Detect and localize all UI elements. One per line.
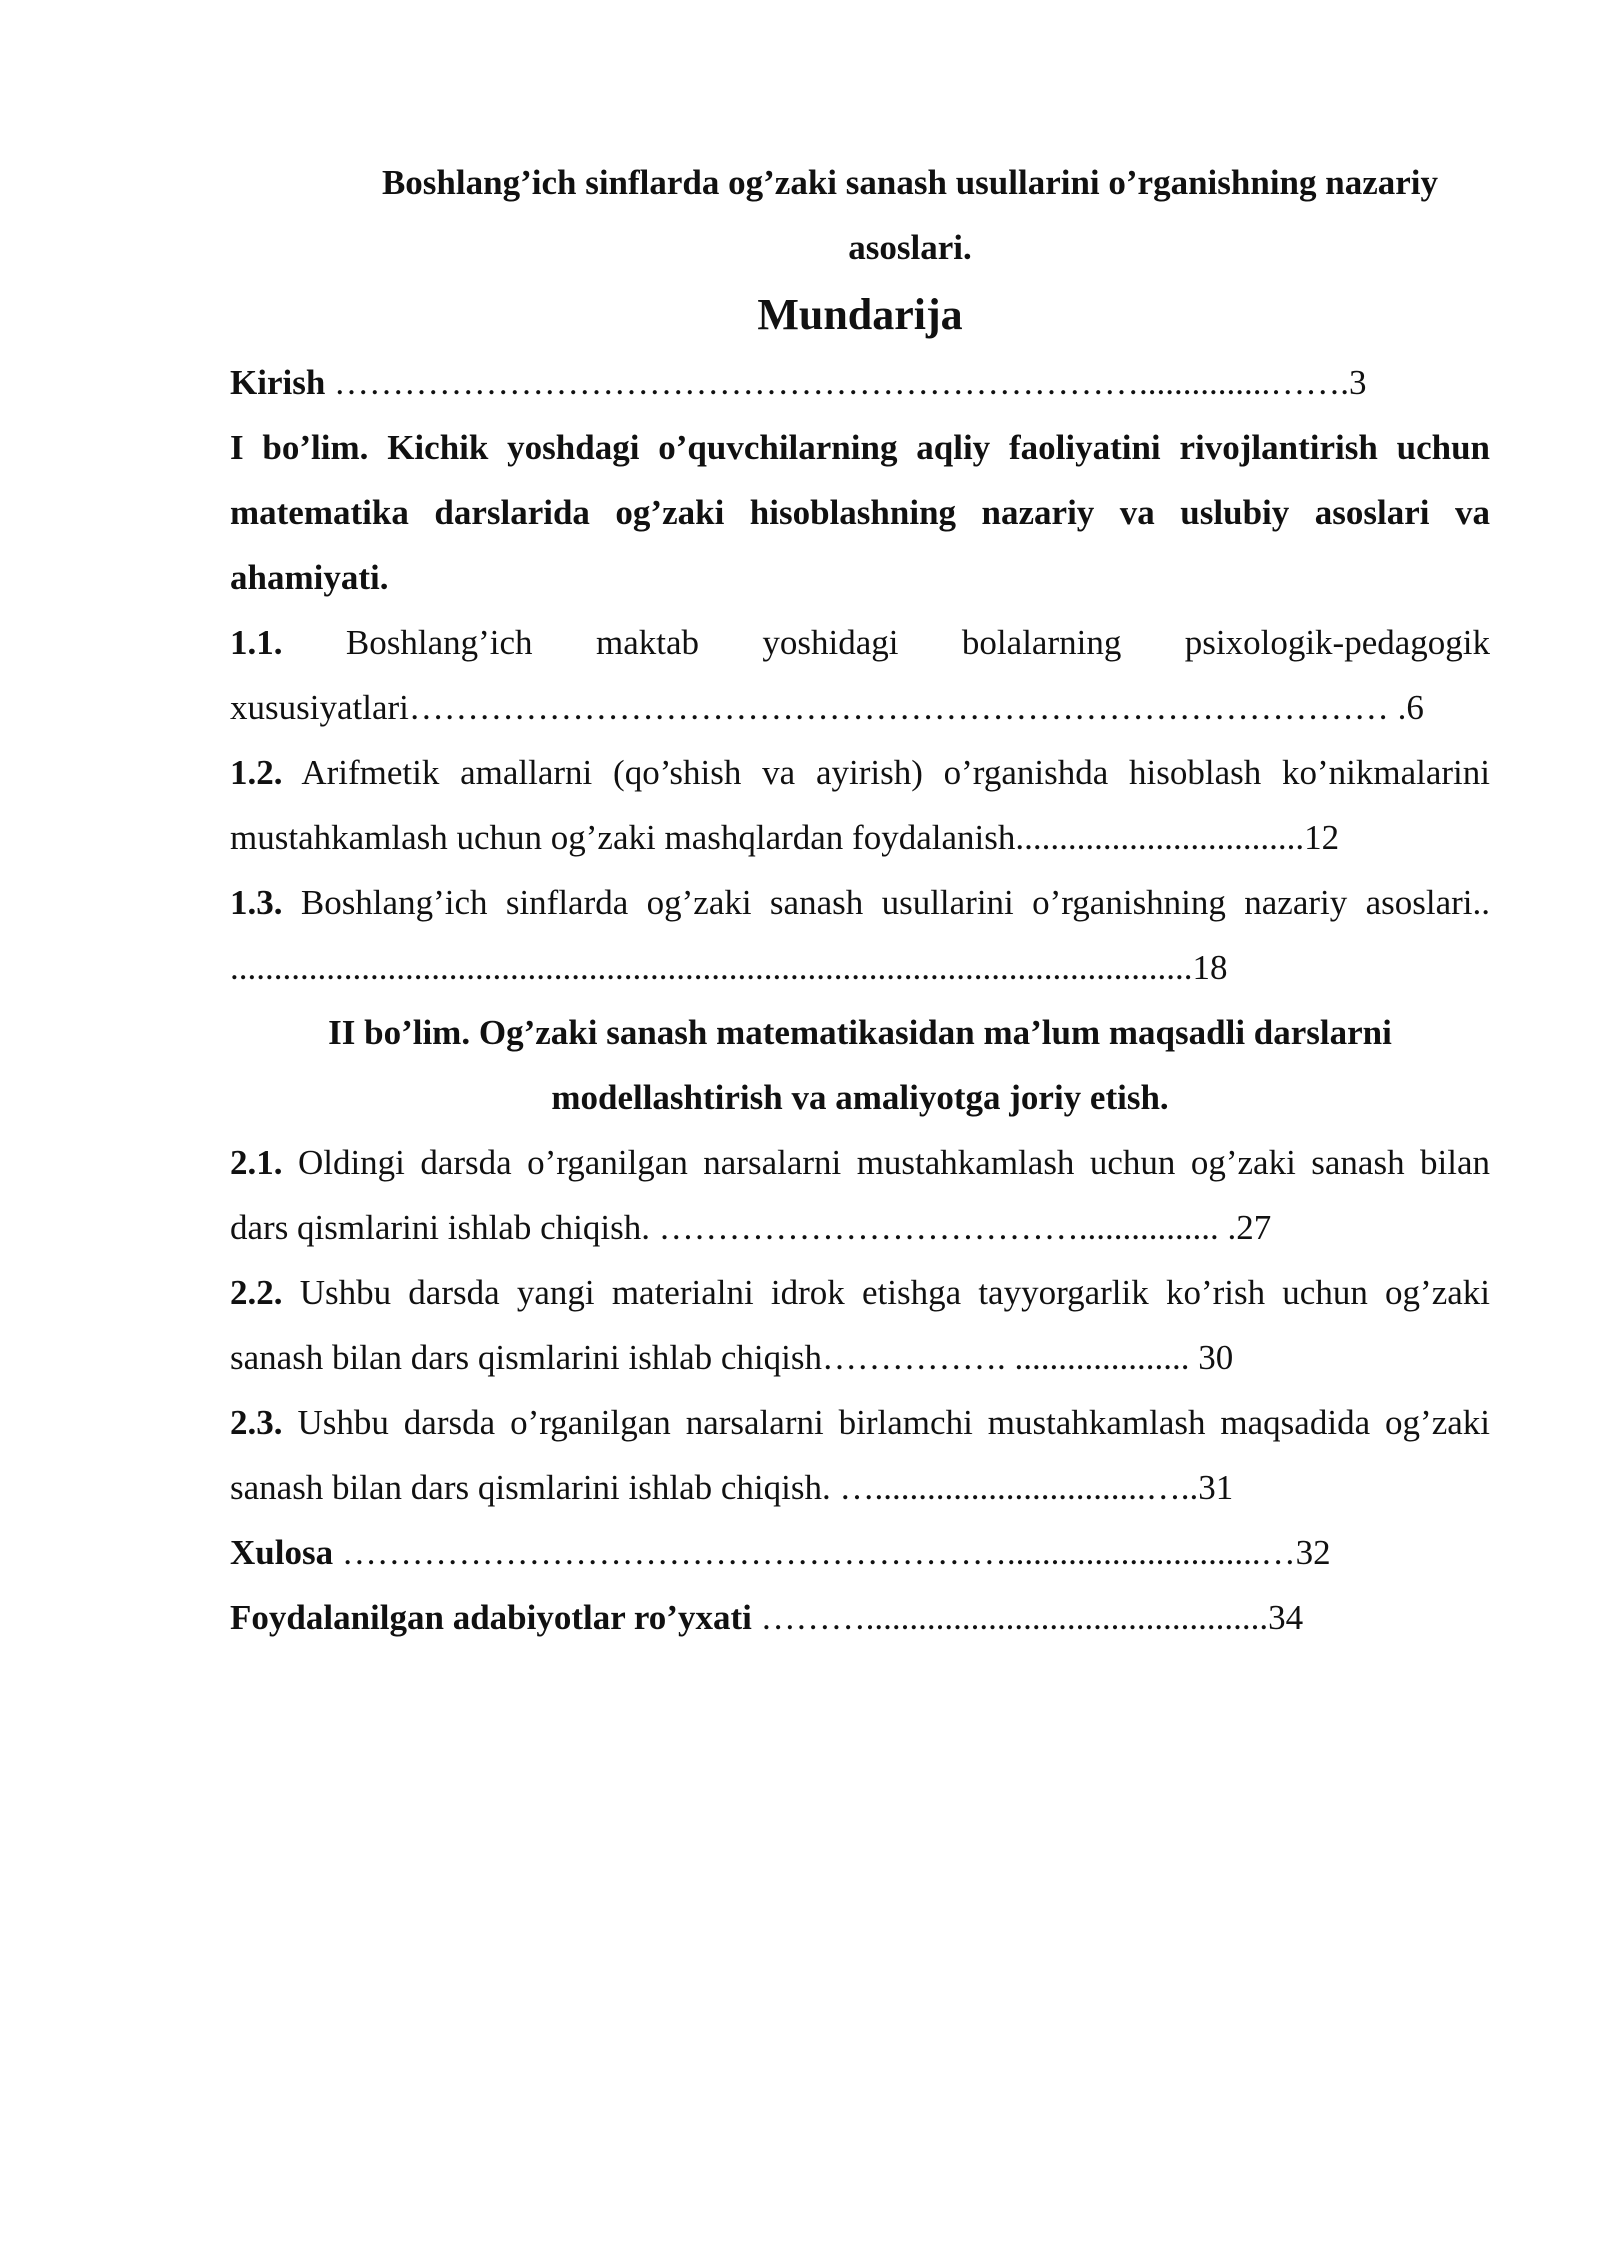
toc-text: Boshlang’ich sinflarda og’zaki sanash usullarini o’rganishning nazariy asoslari.. ..............................................................................................................18 [230,883,1490,987]
toc-entry-conclusion [230,1520,1490,1585]
toc-entry-2-3 [230,1390,1490,1520]
toc-number: 2.1. [230,1143,283,1182]
toc-entry-1-3 [230,870,1490,1000]
toc-leader: ……….............................................. [751,1598,1269,1637]
toc-section-2: II bo’lim. Og’zaki sanash matematikasidan ma’lum maqsadli darslarni modellashtirish va amaliyotga joriy etish. [328,1013,1392,1117]
toc-entry-1-2 [230,740,1490,870]
toc-leader: ………………………………………………….............................… [333,1533,1296,1572]
toc-label: Foydalanilgan adabiyotlar ro’yxati [230,1598,752,1637]
toc-heading: Mundarija [757,290,963,339]
toc-page-number: 32 [1295,1533,1331,1572]
toc-number: 1.1. [230,623,283,662]
toc-section-1: I bo’lim. Kichik yoshdagi o’quvchilarning aqliy faoliyatini rivojlantirish uchun matematika darslarida og’zaki hisoblashning nazariy va uslubiy asoslari va ahamiyati. [230,428,1490,597]
toc-number: 2.2. [230,1273,283,1312]
toc-entry-references [230,1585,1490,1650]
toc-entry-2-1 [230,1130,1490,1260]
toc-text: Ushbu darsda o’rganilgan narsalarni birlamchi mustahkamlash maqsadida og’zaki sanash bilan dars qismlarini ishlab chiqish. …...............................…..31 [230,1403,1490,1507]
toc-entry-intro [230,350,1490,415]
toc-number: 1.3. [230,883,283,922]
toc-entry-2-2 [230,1260,1490,1390]
toc-text: Arifmetik amallarni (qo’shish va ayirish) o’rganishda hisoblash ko’nikmalarini mustahkamlash uchun og’zaki mashqlardan foydalanish.................................12 [230,753,1490,857]
toc-text: Ushbu darsda yangi materialni idrok etishga tayyorgarlik ko’rish uchun og’zaki sanash bilan dars qismlarini ishlab chiqish……………. .................... 30 [230,1273,1490,1377]
toc-number: 2.3. [230,1403,283,1442]
toc-label: Xulosa [230,1533,334,1572]
toc-label: Kirish [230,363,326,402]
toc-text: Boshlang’ich maktab yoshidagi bolalarning psixologik-pedagogik xususiyatlari………………………………………………………………………… .6 [230,623,1490,727]
toc-number: 1.2. [230,753,283,792]
title-line-1: Boshlang’ich sinflarda og’zaki sanash usullarini o’rganishning nazariy [381,163,1439,202]
document-title [230,150,1490,280]
toc-text: Oldingi darsda o’rganilgan narsalarni mustahkamlash uchun og’zaki sanash bilan dars qismlarini ishlab chiqish. ………………………………................ .27 [230,1143,1490,1247]
toc-leader: ……………………………………………………………...............…… [325,363,1341,402]
toc-page-number: .3 [1340,363,1367,402]
toc-entry-1-1 [230,610,1490,740]
toc-page-number: 34 [1268,1598,1304,1637]
document-page [230,150,1490,1650]
title-line-2: asoslari. [848,228,972,267]
